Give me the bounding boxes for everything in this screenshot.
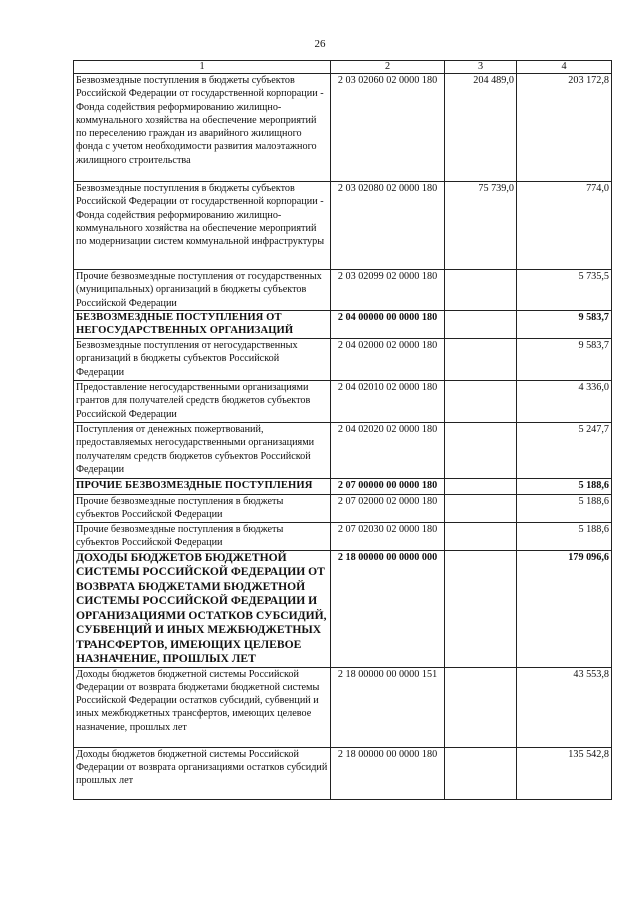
row-name: Прочие безвозмездные поступления в бюджеты субъектов Российской Федерации [74, 495, 331, 523]
budget-revenue-table [73, 60, 612, 800]
row-name: ДОХОДЫ БЮДЖЕТОВ БЮДЖЕТНОЙ СИСТЕМЫ РОССИЙСКОЙ ФЕДЕРАЦИИ ОТ ВОЗВРАТА БЮДЖЕТАМИ БЮДЖЕТНОЙ СИСТЕМЫ РОССИЙСКОЙ ФЕДЕРАЦИИ И ОРГАНИЗАЦИЯМИ ОСТАТКОВ СУБСИДИЙ, СУБВЕНЦИЙ И ИНЫХ МЕЖБЮДЖЕТНЫХ ТРАНСФЕРТОВ, ИМЕЮЩИХ ЦЕЛЕВОЕ НАЗНАЧЕНИЕ, ПРОШЛЫХ ЛЕТ [74, 550, 331, 667]
row-name: ПРОЧИЕ БЕЗВОЗМЕЗДНЫЕ ПОСТУПЛЕНИЯ [74, 479, 331, 495]
row-col3-value [445, 667, 517, 747]
row-col3-value [445, 270, 517, 311]
table-row-section [74, 550, 612, 667]
table-row [74, 74, 612, 182]
row-col4-value: 43 553,8 [517, 667, 612, 747]
page-number: 26 [314, 38, 326, 50]
table-row [74, 381, 612, 423]
row-name: Доходы бюджетов бюджетной системы Российской Федерации от возврата бюджетами бюджетной системы Российской Федерации остатков субсидий, субвенций и иных межбюджетных трансфертов, имеющих целевое назначение, прошлых лет [74, 667, 331, 747]
table-row [74, 495, 612, 523]
table-row [74, 270, 612, 311]
row-col3-value [445, 311, 517, 339]
row-code: 2 18 00000 00 0000 000 [331, 550, 445, 667]
row-col4-value: 5 188,6 [517, 495, 612, 523]
row-code: 2 04 02020 02 0000 180 [331, 423, 445, 479]
row-code: 2 04 00000 00 0000 180 [331, 311, 445, 339]
table-row [74, 522, 612, 550]
row-name: Прочие безвозмездные поступления от государственных (муниципальных) организаций в бюджеты субъектов Российской Федерации [74, 270, 331, 311]
table-header-row [74, 61, 612, 74]
row-code: 2 18 00000 00 0000 180 [331, 747, 445, 799]
row-name: БЕЗВОЗМЕЗДНЫЕ ПОСТУПЛЕНИЯ ОТ НЕГОСУДАРСТВЕННЫХ ОРГАНИЗАЦИЙ [74, 311, 331, 339]
row-code: 2 04 02000 02 0000 180 [331, 339, 445, 381]
row-col4-value: 5 188,6 [517, 479, 612, 495]
row-name: Безвозмездные поступления в бюджеты субъектов Российской Федерации от государственной корпорации - Фонда содействия реформированию жилищно-коммунального хозяйства на обеспечение мероприятий по переселению граждан из аварийного жилищного фонда с учетом необходимости развития малоэтажного жилищного строительства [74, 74, 331, 182]
row-code: 2 03 02060 02 0000 180 [331, 74, 445, 182]
table-row [74, 182, 612, 270]
table-row [74, 747, 612, 799]
table-row [74, 339, 612, 381]
table-row-section [74, 311, 612, 339]
row-col4-value: 9 583,7 [517, 311, 612, 339]
row-col3-value [445, 747, 517, 799]
row-col4-value: 5 247,7 [517, 423, 612, 479]
row-col3-value [445, 522, 517, 550]
row-col3-value [445, 550, 517, 667]
row-col3-value [445, 339, 517, 381]
row-col4-value: 5 188,6 [517, 522, 612, 550]
row-col3-value [445, 495, 517, 523]
row-name: Безвозмездные поступления в бюджеты субъектов Российской Федерации от государственной корпорации - Фонда содействия реформированию жилищно-коммунального хозяйства на обеспечение мероприятий по модернизации систем коммунальной инфраструктуры [74, 182, 331, 270]
table-row [74, 423, 612, 479]
table-row [74, 667, 612, 747]
row-col3-value [445, 479, 517, 495]
row-name: Безвозмездные поступления от негосударственных организаций в бюджеты субъектов Российской Федерации [74, 339, 331, 381]
row-name: Прочие безвозмездные поступления в бюджеты субъектов Российской Федерации [74, 522, 331, 550]
row-name: Предоставление негосударственными организациями грантов для получателей средств бюджетов субъектов Российской Федерации [74, 381, 331, 423]
row-code: 2 18 00000 00 0000 151 [331, 667, 445, 747]
header-col-1: 1 [74, 61, 331, 74]
header-col-2: 2 [331, 61, 445, 74]
row-code: 2 03 02099 02 0000 180 [331, 270, 445, 311]
row-code: 2 03 02080 02 0000 180 [331, 182, 445, 270]
row-col4-value: 203 172,8 [517, 74, 612, 182]
header-col-3: 3 [445, 61, 517, 74]
row-code: 2 07 02030 02 0000 180 [331, 522, 445, 550]
row-col3-value: 204 489,0 [445, 74, 517, 182]
table-row-section [74, 479, 612, 495]
row-code: 2 04 02010 02 0000 180 [331, 381, 445, 423]
row-col3-value: 75 739,0 [445, 182, 517, 270]
row-col4-value: 9 583,7 [517, 339, 612, 381]
row-col4-value: 774,0 [517, 182, 612, 270]
row-code: 2 07 00000 00 0000 180 [331, 479, 445, 495]
row-col4-value: 179 096,6 [517, 550, 612, 667]
row-col3-value [445, 423, 517, 479]
row-name: Поступления от денежных пожертвований, предоставляемых негосударственными организациями получателям средств бюджетов субъектов Российской Федерации [74, 423, 331, 479]
row-col3-value [445, 381, 517, 423]
row-col4-value: 135 542,8 [517, 747, 612, 799]
row-name: Доходы бюджетов бюджетной системы Российской Федерации от возврата организациями остатков субсидий прошлых лет [74, 747, 331, 799]
row-col4-value: 5 735,5 [517, 270, 612, 311]
row-col4-value: 4 336,0 [517, 381, 612, 423]
row-code: 2 07 02000 02 0000 180 [331, 495, 445, 523]
header-col-4: 4 [517, 61, 612, 74]
